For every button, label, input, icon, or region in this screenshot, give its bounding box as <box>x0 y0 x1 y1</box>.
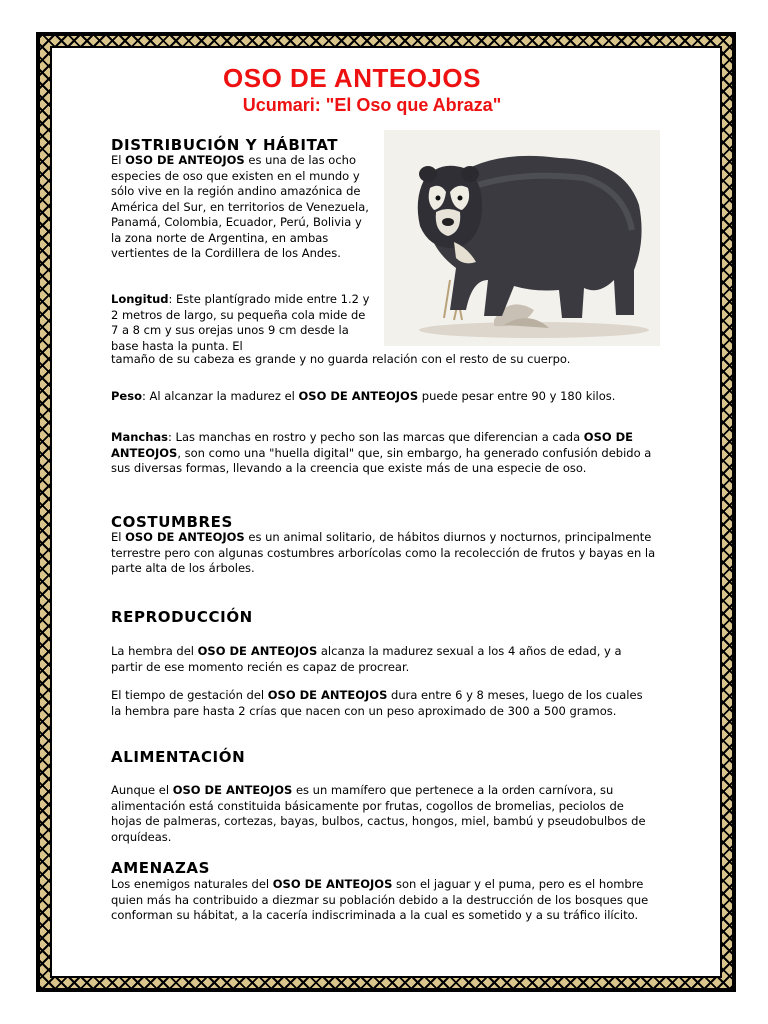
paragraph-alimentacion: Aunque el OSO DE ANTEOJOS es un mamífero que pertenece a la orden carnívora, su alimentación está constituida básicamente por frutas, cogollos de bromelias, peciolos de hojas de palmeras, cortezas, bayas, bulbos, cactus, hongos, miel, bambú y pseudobulbos de orquídeas. <box>111 783 646 844</box>
paragraph-distribucion: El OSO DE ANTEOJOS es una de las ocho especies de oso que existen en el mundo y sólo vive en la región andino amazónica de América del Sur, en territorios de Venezuela, Panamá, Colombia, Ecuador, Perú, Bolivia y la zona norte de Argentina, en ambas vertientes de la Cordillera de los Andes. <box>111 153 369 260</box>
heading-reproduccion: REPRODUCCIÓN <box>111 608 253 626</box>
paragraph-longitud-continuation: tamaño de su cabeza es grande y no guarda relación con el resto de su cuerpo. <box>111 352 571 366</box>
paragraph-amenazas: Los enemigos naturales del OSO DE ANTEOJOS son el jaguar y el puma, pero es el hombre quien más ha contribuido a diezmar su población debido a la destrucción de los bosques que conforman su hábitat, a la cacería indiscriminada a la cual es sometido y a su tráfico ilícito. <box>111 877 649 922</box>
heading-costumbres: COSTUMBRES <box>111 513 233 531</box>
paragraph-longitud: Longitud: Este plantígrado mide entre 1.2 y 2 metros de largo, su pequeña cola mide de 7 a 8 cm y sus orejas unos 9 cm desde la base hasta la punta. El <box>111 292 370 353</box>
paragraph-reproduccion-1: La hembra del OSO DE ANTEOJOS alcanza la madurez sexual a los 4 años de edad, y a partir de ese momento recién es capaz de procrear. <box>111 644 622 674</box>
spectacled-bear-icon <box>384 130 660 346</box>
heading-distribucion: DISTRIBUCIÓN Y HÁBITAT <box>111 136 339 154</box>
heading-amenazas: AMENAZAS <box>111 859 211 877</box>
paragraph-peso: Peso: Al alcanzar la madurez el OSO DE ANTEOJOS puede pesar entre 90 y 180 kilos. <box>111 389 616 403</box>
page-subtitle: Ucumari: "El Oso que Abraza" <box>242 95 502 115</box>
page-title: OSO DE ANTEOJOS <box>223 63 481 93</box>
paragraph-manchas: Manchas: Las manchas en rostro y pecho son las marcas que diferencian a cada OSO DE ANTEOJOS, son como una "huella digital" que, sin embargo, ha generado confusión debido a sus diversas formas, llevando a la creencia que existe más de una especie de oso. <box>111 430 652 475</box>
heading-alimentacion: ALIMENTACIÓN <box>111 748 246 766</box>
paragraph-costumbres: El OSO DE ANTEOJOS es un animal solitario, de hábitos diurnos y nocturnos, principalmente terrestre pero con algunas costumbres arborícolas como la recolección de frutos y bayas en la parte alta de los árboles. <box>111 530 656 575</box>
paragraph-reproduccion-2: El tiempo de gestación del OSO DE ANTEOJOS dura entre 6 y 8 meses, luego de los cuales la hembra pare hasta 2 crías que nacen con un peso aproximado de 300 a 500 gramos. <box>111 688 643 718</box>
bear-illustration <box>384 130 660 346</box>
